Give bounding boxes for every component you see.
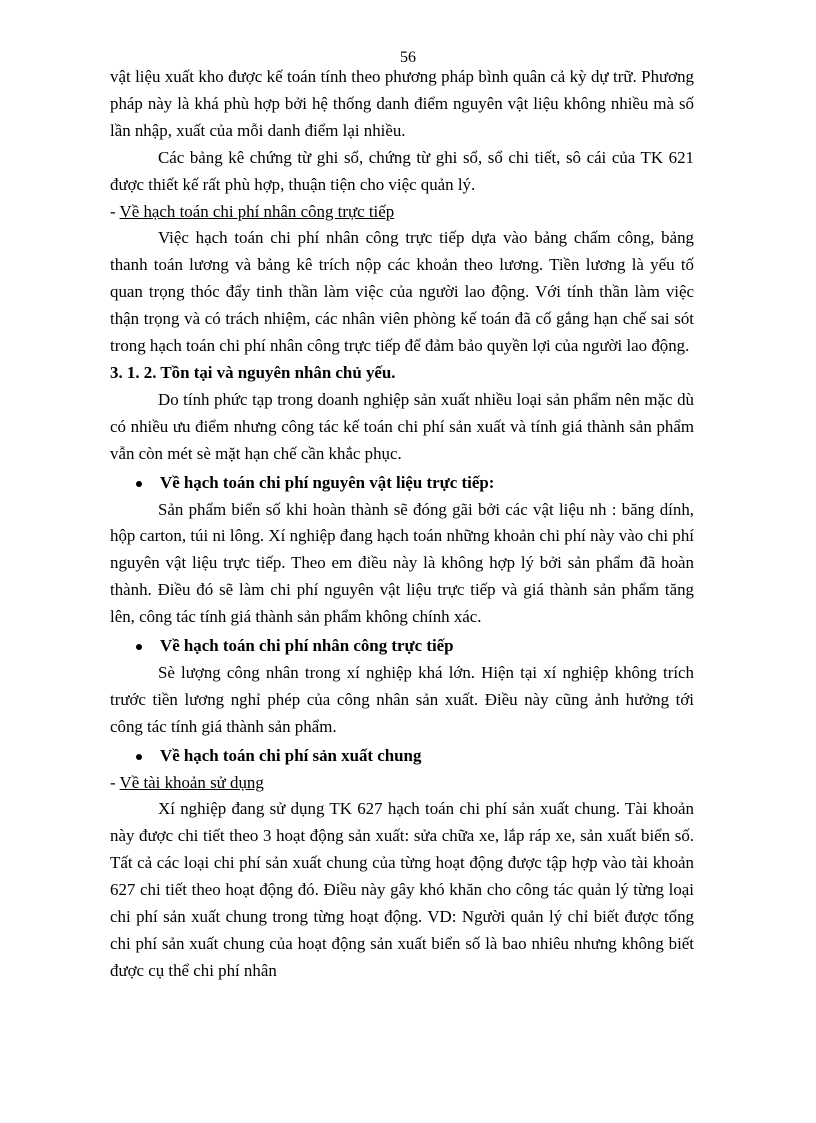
paragraph: Các bảng kê chứng từ ghi sổ, chứng từ ghi sổ, sổ chi tiết, sô cái của TK 621 được thiết kế rất phù hợp, thuận tiện cho việc quản lý. <box>110 147 694 194</box>
bullet-icon <box>136 754 142 760</box>
paragraph: Sè lượng công nhân trong xí nghiệp khá lớn. Hiện tại xí nghiệp không trích trước tiền lương nghỉ phép của công nhân sản xuất. Điều này cũng ảnh hưởng tới công tác tính giá thành sản phẩm. <box>110 662 694 736</box>
paragraph: vật liệu xuất kho được kế toán tính theo phương pháp bình quân cả kỳ dự trữ. Phương pháp này là khá phù hợp bởi hệ thống danh điểm nguyên vật liệu không nhiều mà số lần nhập, xuất của mỗi danh điểm lại nhiều. <box>110 67 694 140</box>
document-body <box>110 64 694 985</box>
bullet-icon <box>136 644 142 650</box>
paragraph: Xí nghiệp đang sử dụng TK 627 hạch toán chi phí sản xuất chung. Tài khoản này được chi tiết theo 3 hoạt động sản xuất: sửa chữa xe, lắp ráp xe, sản xuất biển số. Tất cả các loại chi phí sản xuất chung của từng hoạt động được tập hợp vào tài khoản 627 chi tiết theo hoạt động đó. Điều này gây khó khăn cho công tác quản lý từng loại chi phí sản xuất chung trong từng hoạt động. VD: Người quản lý chỉ biết được tổng chi phí sản xuất chung của hoạt động sản xuất biển số là bao nhiêu nhưng không biết được cụ thể chi phí nhân <box>110 799 694 980</box>
subheading-text: Về tài khoản sử dụng <box>119 772 264 792</box>
dash: - <box>110 201 120 221</box>
bullet-item <box>110 633 694 660</box>
section-heading: 3. 1. 2. Tồn tại và nguyên nhân chủ yếu. <box>110 362 396 382</box>
paragraph: Sản phẩm biển số khi hoàn thành sẽ đóng gãi bởi các vật liệu nh : băng dính, hộp carton, túi ni lông. Xí nghiệp đang hạch toán những khoản chi phí này vào chi phí nguyên vật liệu trực tiếp. Theo em điều này là không hợp lý bởi sản phẩm đã hoàn thành. Điều đó sẽ làm chi phí nguyên vật liệu trực tiếp và giá thành sản phẩm tăng lên, công tác tính giá thành sản phẩm không chính xác. <box>110 499 694 627</box>
dash: - <box>110 772 120 792</box>
bullet-text: Về hạch toán chi phí nguyên vật liệu trực tiếp: <box>160 472 495 492</box>
subheading-labor <box>110 199 694 226</box>
page-number: 56 <box>400 49 416 66</box>
paragraph: Do tính phức tạp trong doanh nghiệp sản xuất nhiều loại sản phẩm nên mặc dù có nhiều ưu điểm nhưng công tác kế toán chi phí sản xuất và tính giá thành sản phẩm vẫn còn mét sè mặt hạn chế cần khắc phục. <box>110 389 694 463</box>
subheading-account <box>110 770 694 797</box>
subheading-text: Về hạch toán chi phí nhân công trực tiếp <box>119 201 395 221</box>
bullet-text: Về hạch toán chi phí nhân công trực tiếp <box>160 636 454 656</box>
bullet-item <box>110 470 694 497</box>
bullet-text: Về hạch toán chi phí sản xuất chung <box>160 745 422 765</box>
bullet-item <box>110 743 694 770</box>
bullet-icon <box>136 481 142 487</box>
paragraph: Việc hạch toán chi phí nhân công trực tiếp dựa vào bảng chấm công, bảng thanh toán lương và bảng kê trích nộp các khoản theo lương. Tiền lương là yếu tố quan trọng thóc đẩy tinh thần làm việc của người lao động. Với tính thần làm việc thận trọng và có trách nhiệm, các nhân viên phòng kế toán đã cố gắng hạn chế sai sót trong hạch toán chi phí nhân công trực tiếp để đảm bảo quyền lợi của người lao động. <box>110 228 694 356</box>
